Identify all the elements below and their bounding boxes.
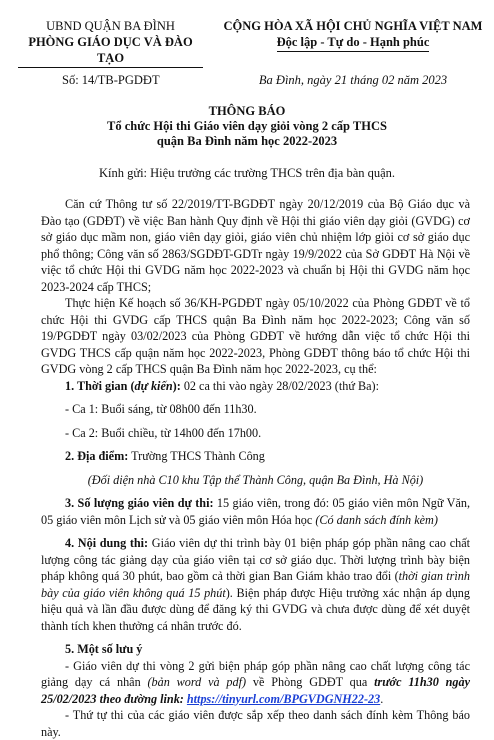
title-subject-1: Tổ chức Hội thi Giáo viên dạy giỏi vòng 2 cấp THCS [107, 119, 387, 133]
section-venue-label: 2. Địa điểm: [65, 449, 129, 463]
section-participants-text: 15 giáo viên, trong đó: 05 giáo viên môn Ngữ Văn, 05 giáo viên môn Lịch sử và 05 giáo viên môn Hóa học [41, 496, 470, 527]
session-2: - Ca 2: Buổi chiều, từ 14h00 đến 17h00. [65, 425, 262, 440]
document-number: Số: 14/TB-PGDĐT [62, 73, 160, 87]
note-order: - Thứ tự thi của các giáo viên được sắp xếp theo danh sách đính kèm Thông báo này. [41, 708, 470, 739]
submission-link[interactable]: https://tinyurl.com/BPGVDGNH22-23 [186, 691, 381, 706]
participants-note: (Có danh sách đính kèm) [315, 512, 438, 527]
national-motto: Độc lập - Tự do - Hạnh phúc [277, 34, 430, 52]
issuer-department: PHÒNG GIÁO DỤC VÀ ĐÀO TẠO [18, 34, 203, 68]
document-body [41, 196, 470, 740]
note-submission: - Giáo viên dự thi vòng 2 gửi biện pháp góp phần nâng cao chất lượng công tác giảng dạy cá nhân (bản word và pdf) về Phòng GDĐT qua trước 11h30 ngày 25/02/2023 theo đường link: https://tinyurl.com/BPGVDGNH22-23. [41, 658, 470, 706]
national-motto-block [222, 18, 484, 52]
implementation-paragraph: Thực hiện Kế hoạch số 36/KH-PGDĐT ngày 05/10/2022 của Phòng GDĐT về tổ chức Hội thi GVDG cấp THCS quận Ba Đình năm học 2022-2023; Công văn số 19/PGDĐT ngày 03/02/2023 của Phòng GDĐT về hướng dẫn việc tổ chức Hội thi GVDG THCS cấp quận năm học 2022-2023, Phòng GDĐT thông báo tổ chức Hội thi GVDG vòng 2 cấp THCS quận Ba Đình năm học 2022-2023, cụ thể: [41, 296, 470, 376]
place-date: Ba Đình, ngày 21 tháng 02 năm 2023 [258, 73, 448, 87]
document-title [0, 104, 494, 149]
section-participants-label: 3. Số lượng giáo viên dự thi: [65, 496, 214, 510]
recipient-line: Kính gửi: Hiệu trưởng các trường THCS trên địa bàn quận. [98, 166, 396, 180]
national-title: CỘNG HÒA XÃ HỘI CHỦ NGHĨA VIỆT NAM [223, 19, 483, 33]
section-time-text: 02 ca thi vào ngày 28/02/2023 (thứ Ba): [180, 378, 379, 393]
issuer-district: UBND QUẬN BA ĐÌNH [46, 19, 175, 33]
title-type: THÔNG BÁO [208, 104, 286, 118]
section-participants [41, 495, 470, 528]
section-content-label: 4. Nội dung thi: [65, 536, 149, 550]
section-time-label: 1. Thời gian (dự kiến): [65, 378, 181, 393]
title-subject-2: quận Ba Đình năm học 2022-2023 [156, 134, 338, 148]
section-content: 4. Nội dung thi: Giáo viên dự thi trình bày 01 biện pháp góp phần nâng cao chất lượng công tác giảng dạy của giáo viên tại cơ sở giáo dục. Thời lượng trình bày biện pháp không quá 30 phút, bao gồm cả thời gian Ban Giám khảo trao đổi (thời gian trình bày của giáo viên không quá 15 phút). Biện pháp được Hiệu trưởng xác nhận áp dụng hiệu quả và lần đầu được dùng để đăng ký thi GVDG và chưa được dùng để xét duyệt thành tích khen thưởng cá nhân trước đó. [41, 536, 470, 633]
issuer-block [18, 18, 203, 68]
submission-deadline: trước 11h30 ngày 25/02/2023 theo đường link: [41, 675, 470, 706]
section-time [41, 378, 470, 395]
section-venue-text: Trường THCS Thành Công [128, 449, 265, 463]
section-notes-label: 5. Một số lưu ý [65, 642, 143, 656]
legal-basis-paragraph: Căn cứ Thông tư số 22/2019/TT-BGDĐT ngày 20/12/2019 của Bộ Giáo dục và Đào tạo (GDĐT) về việc Ban hành Quy định về Hội thi giáo viên dạy giỏi (GVDG) cơ sở giáo dục mầm non, giáo viên dạy giỏi, giáo viên chủ nhiệm lớp giỏi cơ sở giáo dục phổ thông; Công văn số 2863/SGDĐT-GDTr ngày 19/9/2022 của Sở GDĐT Hà Nội về việc tổ chức Hội thi GVDG năm học 2022-2023 và chuẩn bị Hội thi GVDG năm học 2023-2024 cấp THCS; [41, 197, 470, 294]
venue-note: (Đối diện nhà C10 khu Tập thể Thành Công, quận Ba Đình, Hà Nội) [87, 472, 424, 487]
section-venue [41, 448, 470, 465]
session-1: - Ca 1: Buổi sáng, từ 08h00 đến 11h30. [65, 402, 257, 416]
